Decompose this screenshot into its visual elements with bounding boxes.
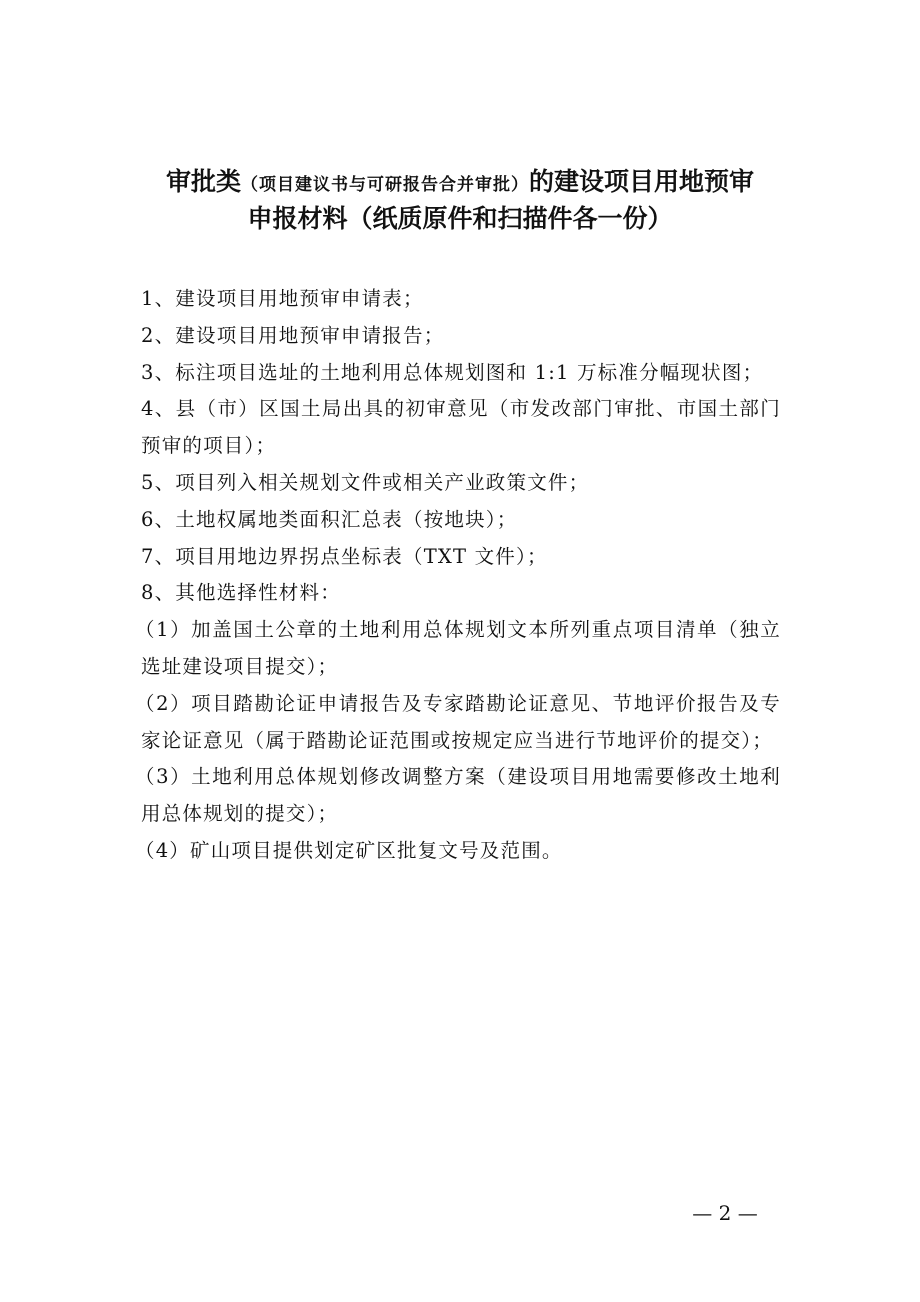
document-title-line-1 bbox=[0, 165, 920, 202]
list-item-1: 1、建设项目用地预审申请表； bbox=[141, 287, 424, 310]
sub-item-3: （3）土地利用总体规划修改调整方案（建设项目用地需要修改土地利用总体规划的提交）； bbox=[135, 765, 781, 826]
document-title-line-2: 申报材料（纸质原件和扫描件各一份） bbox=[247, 204, 673, 233]
sub-item-2: （2）项目踏勘论证申请报告及专家踏勘论证意见、节地评价报告及专家论证意见（属于踏勘论证范围或按规定应当进行节地评价的提交）； bbox=[135, 691, 781, 752]
materials-list bbox=[135, 281, 781, 870]
title-suffix: 的建设项目用地预审 bbox=[529, 167, 755, 196]
list-item-6: 6、土地权属地类面积汇总表（按地块）； bbox=[141, 507, 518, 531]
sub-item-1: （1）加盖国土公章的土地利用总体规划文本所列重点项目清单（独立选址建设项目提交）； bbox=[135, 618, 781, 678]
list-item-8: 8、其他选择性材料： bbox=[141, 581, 341, 605]
title-note: （项目建议书与可研报告合并审批） bbox=[241, 175, 529, 195]
page-number: — 2 — bbox=[692, 1201, 758, 1225]
sub-item-4: （4）矿山项目提供划定矿区批复文号及范围。 bbox=[135, 838, 563, 862]
list-item-4: 4、县（市）区国土局出具的初审意见（市发改部门审批、市国土部门预审的项目）； bbox=[141, 397, 781, 458]
list-item-5: 5、项目列入相关规划文件或相关产业政策文件； bbox=[141, 470, 590, 494]
title-prefix: 审批类 bbox=[165, 167, 241, 196]
list-item-2: 2、建设项目用地预审申请报告； bbox=[141, 323, 445, 347]
list-item-3: 3、标注项目选址的土地利用总体规划图和 1:1 万标准分幅现状图； bbox=[141, 360, 764, 384]
list-item-7: 7、项目用地边界拐点坐标表（TXT 文件）； bbox=[141, 544, 548, 568]
